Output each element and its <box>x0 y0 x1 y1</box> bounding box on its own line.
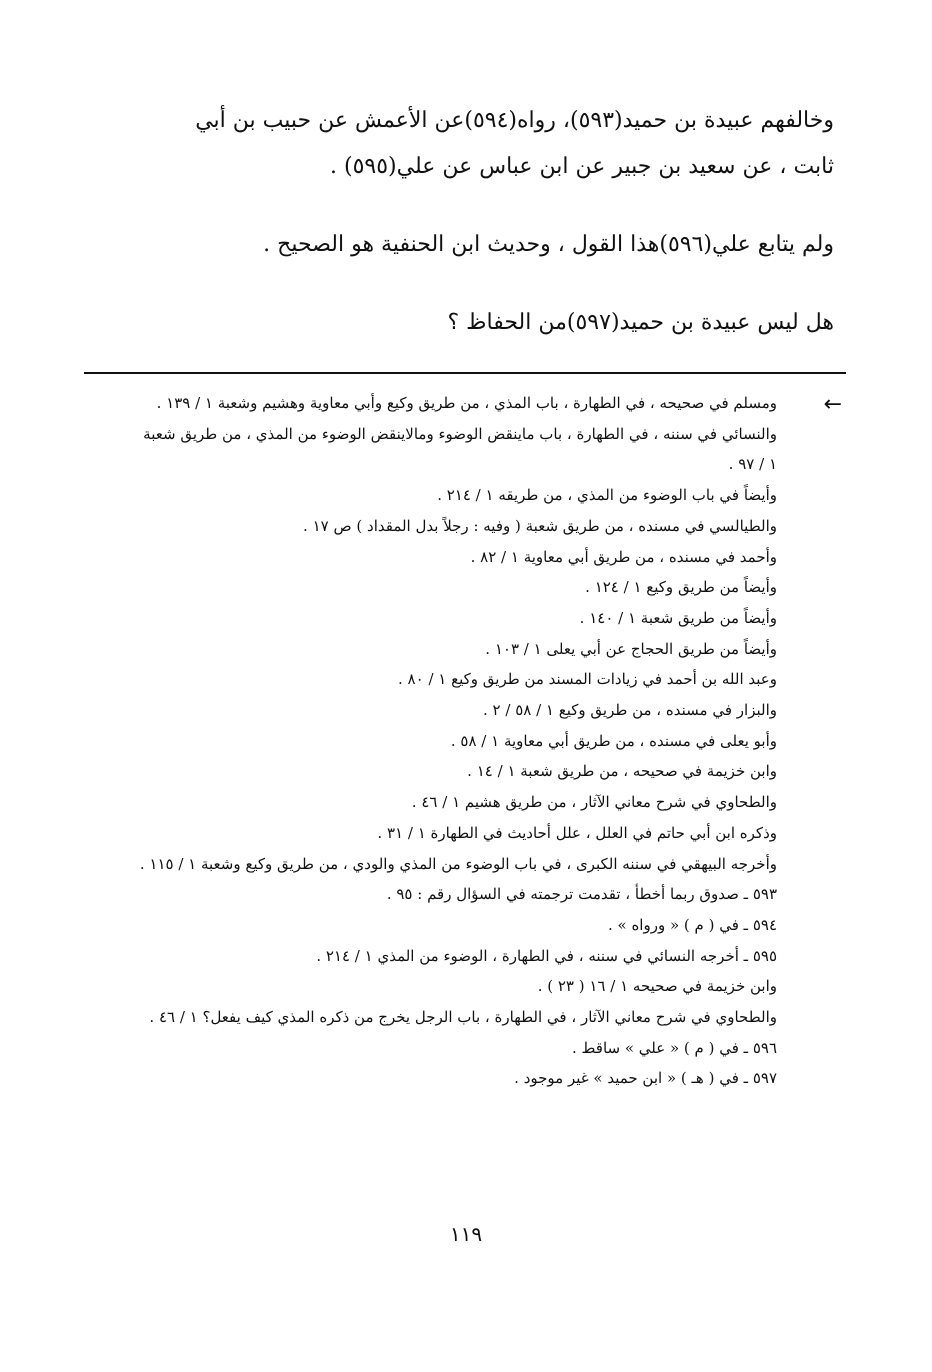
footnote-line: والطحاوي في شرح معاني الآثار ، من طريق هشيم ١ / ٤٦ . <box>411 793 777 812</box>
footnote-line: وابن خزيمة في صحيحه ١ / ١٦ ( ٢٣ ) . <box>537 977 777 996</box>
footnotes-block <box>77 388 777 1094</box>
footnote-line: ١ / ٩٧ . <box>728 455 777 474</box>
footnote-divider <box>84 372 846 374</box>
footnote-line: وابن خزيمة في صحيحه ، من طريق شعبة ١ / ١٤ . <box>467 762 777 781</box>
footnote-line: وأيضاً في باب الوضوء من المذي ، من طريقه ١ / ٢١٤ . <box>437 486 777 505</box>
footnote-line: والبزار في مسنده ، من طريق وكيع ١ / ٥٨ / ٢ . <box>483 701 777 720</box>
footnote-line: ومسلم في صحيحه ، في الطهارة ، باب المذي ، من طريق وكيع وأبي معاوية وهشيم وشعبة ١ / ١٣٩ . <box>156 394 777 412</box>
footnote-line: وأبو يعلى في مسنده ، من طريق أبي معاوية ١ / ٥٨ . <box>450 731 777 750</box>
continuation-arrow-icon: ← <box>823 392 842 417</box>
main-text-line: هل ليس عبيدة بن حميد(٥٩٧)من الحفاظ ؟ <box>447 310 834 335</box>
footnote-line: وعبد الله بن أحمد في زيادات المسند من طريق وكيع ١ / ٨٠ . <box>398 670 777 689</box>
footnote-line: وأخرجه البيهقي في سننه الكبرى ، في باب الوضوء من المذي والودي ، من طريق وكيع وشعبة ١ / ١١٥ . <box>139 854 777 873</box>
footnote-line: ٥٩٦ ـ في ( م ) « علي » ساقط . <box>572 1038 777 1057</box>
main-text-line: وخالفهم عبيدة بن حميد(٥٩٣)، رواه(٥٩٤)عن الأعمش عن حبيب بن أبي <box>195 108 834 133</box>
footnote-line: والطحاوي في شرح معاني الآثار ، في الطهارة ، باب الرجل يخرج من ذكره المذي كيف يفعل؟ ١ / ٤٦ . <box>149 1008 777 1027</box>
page-number: ١١٩ <box>449 1222 483 1246</box>
footnote-line: وأحمد في مسنده ، من طريق أبي معاوية ١ / ٨٢ . <box>470 547 777 566</box>
footnote-line: ٥٩٥ ـ أخرجه النسائي في سننه ، في الطهارة ، الوضوء من المذي ١ / ٢١٤ . <box>316 946 777 965</box>
footnote-line: والطيالسي في مسنده ، من طريق شعبة ( وفيه : رجلاً بدل المقداد ) ص ١٧ . <box>303 516 777 535</box>
footnote-line: ٥٩٤ ـ في ( م ) « ورواه » . <box>607 915 777 934</box>
main-text-line: ولم يتابع علي(٥٩٦)هذا القول ، وحديث ابن الحنفية هو الصحيح . <box>263 232 834 257</box>
footnote-line: والنسائي في سننه ، في الطهارة ، باب ماينقض الوضوء ومالاينقض الوضوء من المذي ، من طريق شعبة <box>143 424 777 443</box>
footnote-line: وأيضاً من طريق شعبة ١ / ١٤٠ . <box>579 608 777 627</box>
footnote-line: ٥٩٣ ـ صدوق ربما أخطأ ، تقدمت ترجمته في السؤال رقم : ٩٥ . <box>386 885 777 904</box>
main-text-block <box>124 98 834 346</box>
footnote-line: وذكره ابن أبي حاتم في العلل ، علل أحاديث في الطهارة ١ / ٣١ . <box>377 823 777 842</box>
footnote-line: ٥٩٧ ـ في ( هـ ) « ابن حميد » غير موجود . <box>514 1069 777 1088</box>
footnote-line: وأيضاً من طريق وكيع ١ / ١٢٤ . <box>585 578 777 597</box>
footnote-line: وأيضاً من طريق الحجاج عن أبي يعلى ١ / ١٠٣ . <box>485 639 777 658</box>
main-text-line: ثابت ، عن سعيد بن جبير عن ابن عباس عن علي(٥٩٥) . <box>330 154 834 179</box>
